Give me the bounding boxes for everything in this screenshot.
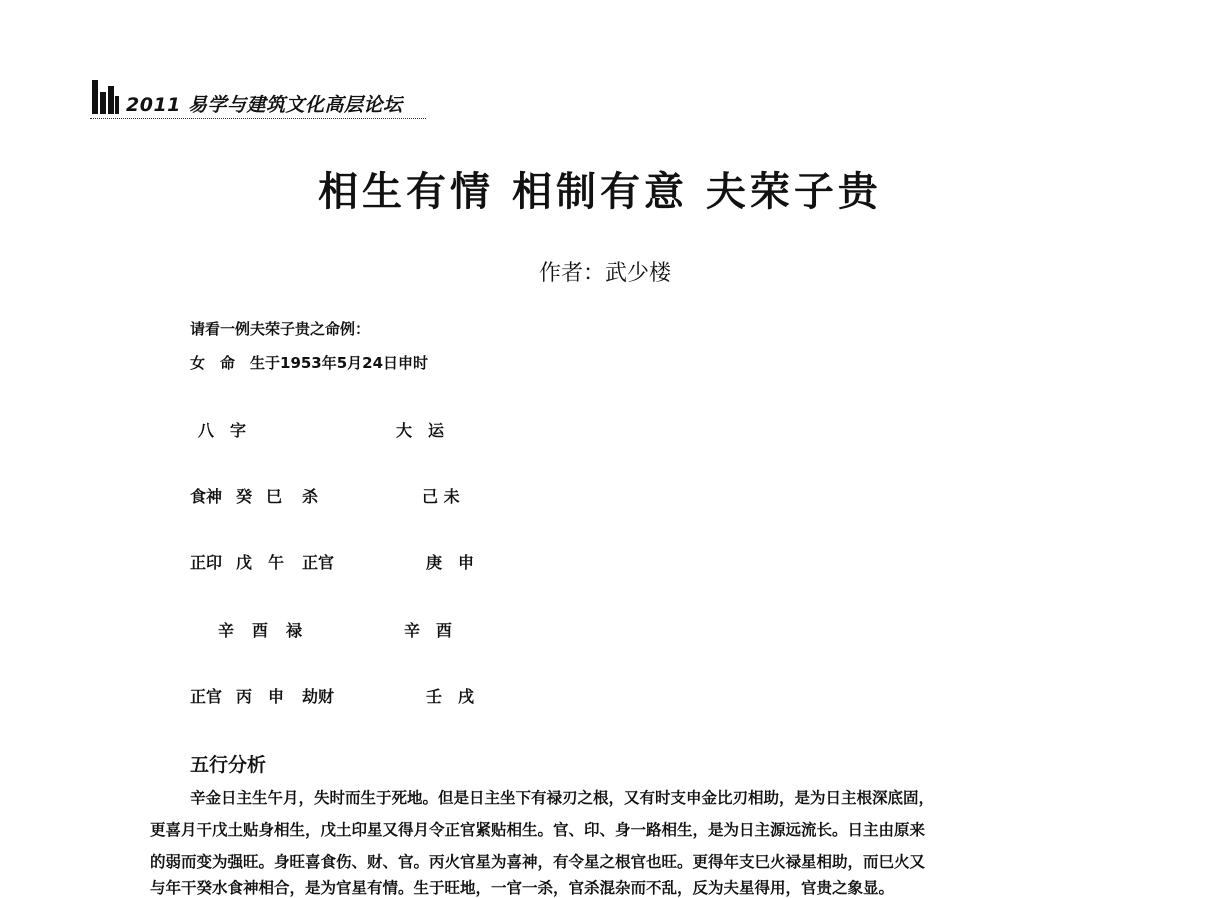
conference-title: 2011 易学与建筑文化高层论坛 — [126, 94, 403, 116]
ten-god-right: 禄 — [286, 621, 303, 640]
earthly-branch: 巳 — [266, 487, 283, 506]
luck-pillar: 辛 酉 — [404, 621, 453, 640]
article-title: 相生有情 相制有意 夫荣子贵 — [318, 168, 882, 215]
paragraph-line-cutoff-text: 与年干癸水食神相合，是为官星有情。生于旺地，一官一杀，官杀混杂而不乱，反为夫星得用，官贵之象显。 — [150, 879, 895, 897]
paragraph-line: 的弱而变为强旺。身旺喜食伤、财、官。丙火官星为喜神，有令星之根官也旺。更得年支巳火禄星相助，而巳火又 — [150, 853, 926, 871]
birth-info: 女 命 生于1953年5月24日申时 — [190, 354, 429, 372]
heavenly-stem: 辛 — [218, 621, 235, 640]
earthly-branch: 申 — [268, 687, 285, 706]
bazi-label: 八 字 — [198, 421, 247, 440]
heavenly-stem: 癸 — [236, 487, 253, 506]
section-heading: 五行分析 — [190, 754, 267, 776]
ten-god-left: 正印 — [190, 553, 223, 572]
luck-pillar: 壬 戌 — [426, 687, 475, 706]
luck-pillar: 庚 申 — [426, 553, 475, 572]
ten-god-right: 正官 — [302, 553, 335, 572]
ten-god-right: 劫财 — [302, 687, 335, 706]
paragraph-line-cutoff — [150, 878, 1010, 897]
ten-god-left: 食神 — [190, 487, 223, 506]
dayun-label: 大 运 — [396, 421, 445, 440]
heavenly-stem: 丙 — [236, 687, 253, 706]
article-author: 作者：武少楼 — [538, 261, 671, 286]
ten-god-left: 正官 — [190, 687, 223, 706]
paragraph-line: 辛金日主生午月，失时而生于死地。但是日主坐下有禄刃之根，又有时支申金比刃相助，是为日主根深底固， — [190, 789, 935, 807]
intro-text: 请看一例夫荣子贵之命例： — [190, 320, 371, 338]
paragraph-line: 更喜月干戊土贴身相生，戊土印星又得月令正官紧贴相生。官、印、身一路相生，是为日主源远流长。日主由原来 — [150, 821, 926, 839]
heavenly-stem: 戊 — [236, 553, 253, 572]
earthly-branch: 酉 — [252, 621, 269, 640]
earthly-branch: 午 — [268, 553, 285, 572]
luck-pillar: 己 未 — [422, 487, 460, 506]
book-stack-logo — [90, 78, 120, 116]
page-header — [90, 78, 426, 119]
ten-god-right: 杀 — [302, 487, 319, 506]
